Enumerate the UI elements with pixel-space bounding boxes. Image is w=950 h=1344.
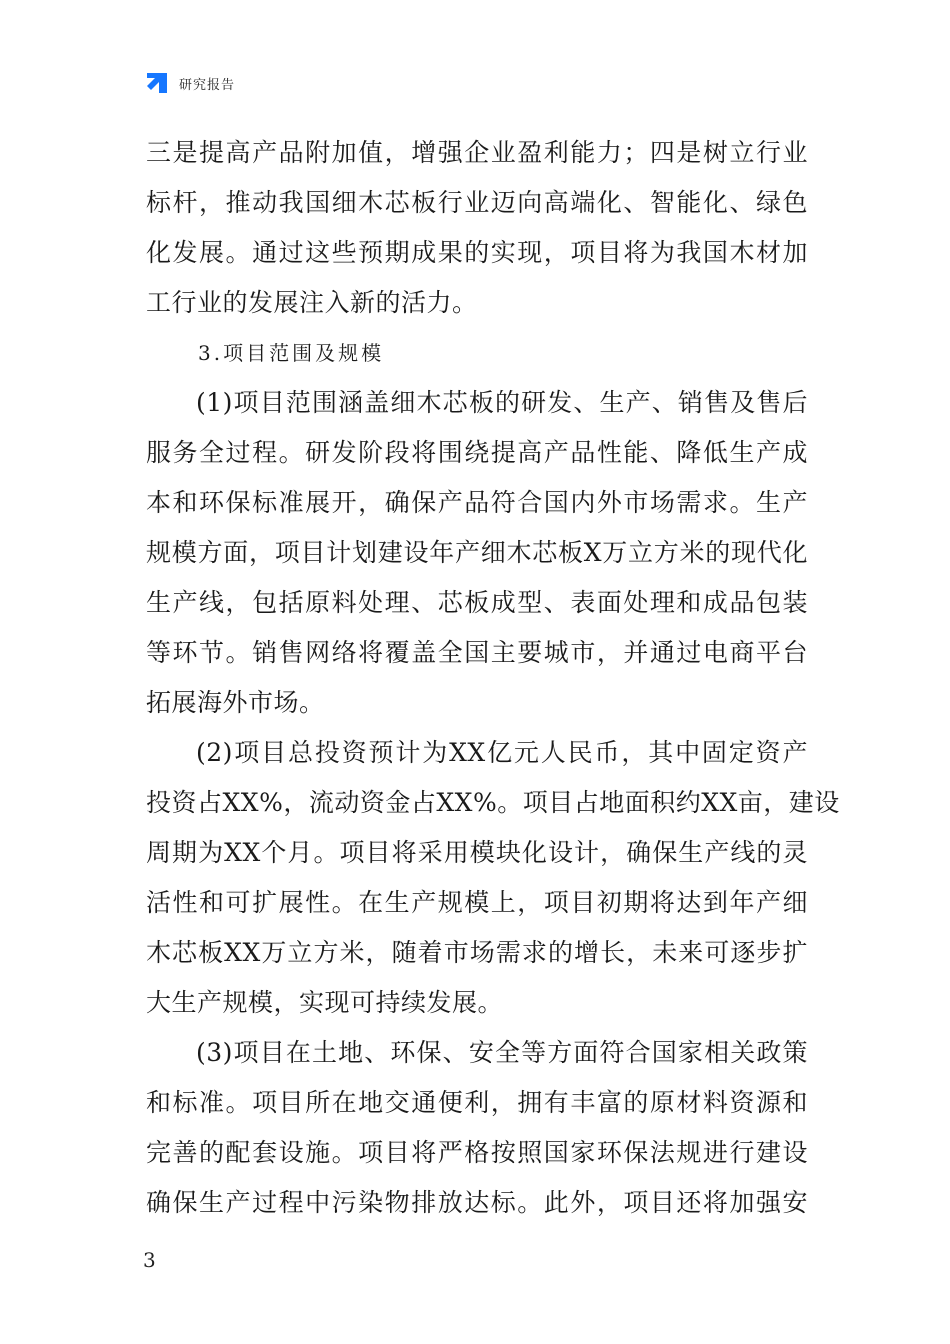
text-line: 木芯板XX万立方米，随着市场需求的增长，未来可逐步扩 [146,938,808,967]
text-line: 完善的配套设施。项目将严格按照国家环保法规进行建设 [146,1138,808,1167]
page-header [145,70,235,96]
text-line: 生产线，包括原料处理、芯板成型、表面处理和成品包装 [146,588,808,617]
text-line: 活性和可扩展性。在生产规模上，项目初期将达到年产细 [146,888,808,917]
text-line: 本和环保标准展开，确保产品符合国内外市场需求。生产 [146,488,808,517]
header-title: 研究报告 [179,77,236,93]
text-line: (2)项目总投资预计为XX亿元人民币，其中固定资产 [196,738,808,767]
text-line: 和标准。项目所在地交通便利，拥有丰富的原材料资源和 [146,1088,808,1117]
text-line: 周期为XX个月。项目将采用模块化设计，确保生产线的灵 [146,838,808,867]
page-number: 3 [143,1248,156,1272]
section-heading: 3.项目范围及规模 [198,341,385,365]
text-line: 化发展。通过这些预期成果的实现，项目将为我国木材加 [146,238,808,267]
text-line: 大生产规模，实现可持续发展。 [146,988,504,1017]
text-line: (3)项目在土地、环保、安全等方面符合国家相关政策 [196,1038,808,1067]
arrow-up-right-icon [145,71,169,95]
text-line: (1)项目范围涵盖细木芯板的研发、生产、销售及售后 [196,388,808,417]
text-line: 工行业的发展注入新的活力。 [146,288,478,317]
text-line: 标杆，推动我国细木芯板行业迈向高端化、智能化、绿色 [146,188,808,217]
document-body [146,128,840,1228]
text-line: 投资占XX%，流动资金占XX%。项目占地面积约XX亩，建设 [146,788,840,817]
text-line: 服务全过程。研发阶段将围绕提高产品性能、降低生产成 [146,438,808,467]
text-line: 拓展海外市场。 [146,688,325,717]
text-line: 确保生产过程中污染物排放达标。此外，项目还将加强安 [146,1188,808,1217]
text-line: 规模方面，项目计划建设年产细木芯板X万立方米的现代化 [146,538,808,567]
text-line: 等环节。销售网络将覆盖全国主要城市，并通过电商平台 [146,638,808,667]
text-line: 三是提高产品附加值，增强企业盈利能力；四是树立行业 [146,138,808,167]
